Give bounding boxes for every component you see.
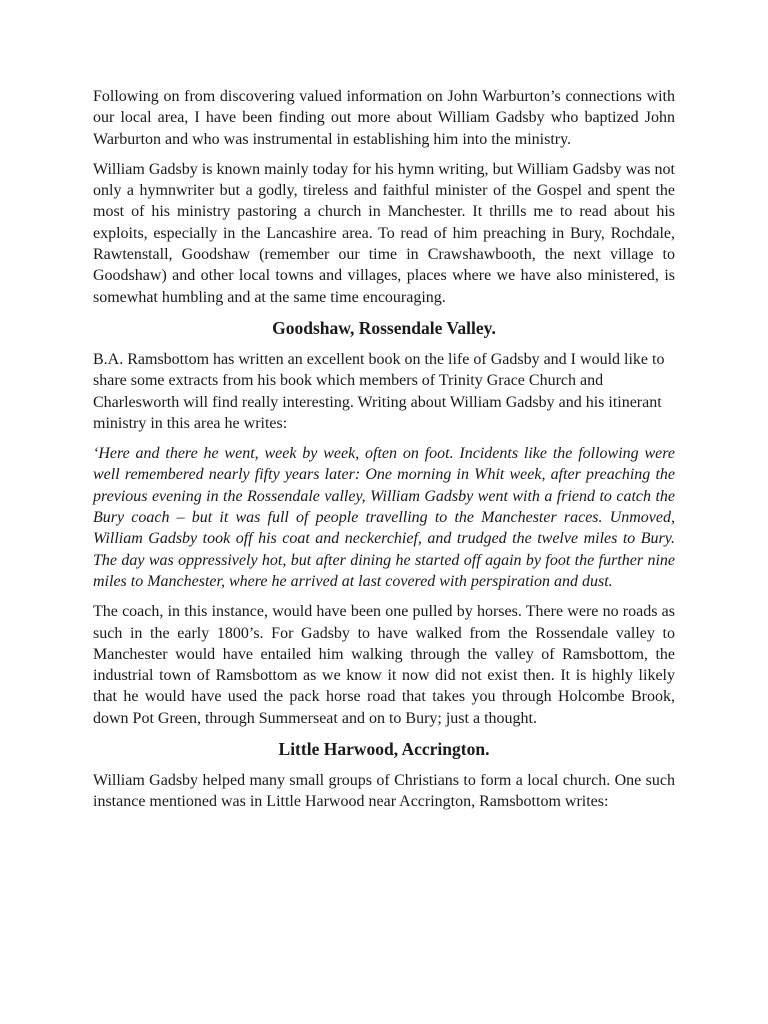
little-harwood-paragraph: William Gadsby helped many small groups of Christians to form a local church. One such instance mentioned was in Little Harwood near Accrington, Ramsbottom writes:: [93, 772, 675, 811]
document-page: [93, 86, 675, 822]
intro-paragraph: Following on from discovering valued information on John Warburton’s connections with our local area, I have been finding out more about William Gadsby who baptized John Warburton and who was instrumental in establishing him into the ministry.: [93, 88, 675, 148]
coach-paragraph: The coach, in this instance, would have been one pulled by horses. There were no roads as such in the early 1800’s. For Gadsby to have walked from the Rossendale valley to Manchester would have entailed him walking through the valley of Ramsbottom, the industrial town of Ramsbottom as we know it now did not exist then. It is highly likely that he would have used the pack horse road that takes you through Holcombe Brook, down Pot Green, through Summerseat and on to Bury; just a thought.: [93, 603, 675, 727]
ramsbottom-book-paragraph: B.A. Ramsbottom has written an excellent book on the life of Gadsby and I would like to share some extracts from his book which members of Trinity Grace Church and Charlesworth will find really interesting. Writing about William Gadsby and his itinerant ministry in this area he writes:: [93, 350, 665, 432]
section-heading-goodshaw: Goodshaw, Rossendale Valley.: [272, 317, 496, 338]
gadsby-ministry-paragraph: William Gadsby is known mainly today for his hymn writing, but William Gadsby was not only a hymnwriter but a godly, tireless and faithful minister of the Gospel and spent the most of his ministry pastoring a church in Manchester. It thrills me to read about his exploits, especially in the Lancashire area. To read of him preaching in Bury, Rochdale, Rawtenstall, Goodshaw (remember our time in Crawshawbooth, the next village to Goodshaw) and other local towns and villages, places where we have also ministered, is somewhat humbling and at the same time encouraging.: [93, 160, 675, 306]
section-heading-little-harwood: Little Harwood, Accrington.: [278, 739, 490, 760]
book-quote: ‘Here and there he went, week by week, often on foot. Incidents like the following were well remembered nearly fifty years later: One morning in Whit week, after preaching the previous evening in the Rossendale valley, William Gadsby went with a friend to catch the Bury coach – but it was full of people travelling to the Manchester races. Unmoved, William Gadsby took off his coat and neckerchief, and trudged the twelve miles to Bury. The day was oppressively hot, but after dining he started off again by foot the further nine miles to Manchester, where he arrived at last covered with perspiration and dust.: [93, 445, 675, 590]
